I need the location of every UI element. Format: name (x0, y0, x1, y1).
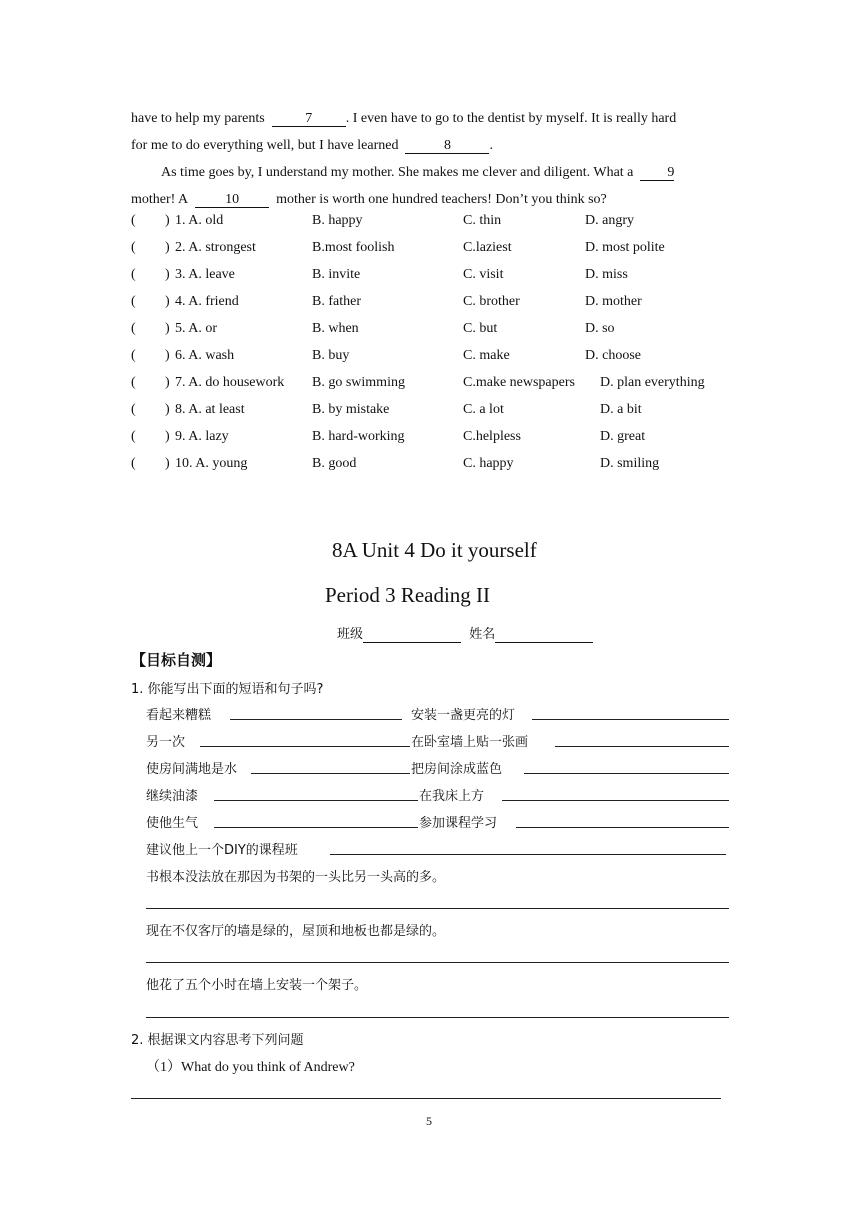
passage-line-1: have to help my parents 7 . I even have to go to the dentist by myself. It is really hard (131, 111, 677, 126)
phrase-8-line[interactable] (502, 800, 729, 801)
phrase-5: 使房间满地是水 (146, 762, 238, 777)
phrase-6: 把房间涂成蓝色 (411, 762, 503, 777)
option-bracket[interactable]: ( (131, 321, 136, 336)
option-d: D. so (585, 321, 615, 336)
class-name-row (337, 623, 593, 643)
phrase-6-line[interactable] (524, 773, 729, 774)
option-num: 5. A. or (175, 321, 217, 336)
passage-line-4: mother! A 10 mother is worth one hundred teachers! Don’t you think so? (131, 192, 607, 207)
option-close: ) (165, 402, 170, 417)
option-bracket[interactable]: ( (131, 267, 136, 282)
question-1: 1. 你能写出下面的短语和句子吗? (131, 682, 324, 697)
option-bracket[interactable]: ( (131, 402, 136, 417)
phrase-1-line[interactable] (230, 719, 402, 720)
option-close: ) (165, 456, 170, 471)
name-label: 姓名 (469, 627, 496, 642)
option-d: D. angry (585, 213, 634, 228)
option-c: C. but (463, 321, 498, 336)
phrase-4: 在卧室墙上贴一张画 (411, 735, 529, 750)
option-c: C. visit (463, 267, 504, 282)
blank-10[interactable]: 10 (195, 193, 269, 208)
option-b: B. invite (312, 267, 361, 282)
option-close: ) (165, 213, 170, 228)
option-c: C. make (463, 348, 510, 363)
option-b: B. father (312, 294, 361, 309)
phrase-7-line[interactable] (214, 800, 418, 801)
option-num: 8. A. at least (175, 402, 245, 417)
option-c: C.make newspapers (463, 375, 575, 390)
phrase-2: 安装一盏更亮的灯 (411, 708, 516, 723)
option-num: 2. A. strongest (175, 240, 256, 255)
phrase-1: 看起来糟糕 (146, 708, 212, 723)
unit-title: 8A Unit 4 Do it yourself (332, 538, 537, 562)
option-close: ) (165, 294, 170, 309)
option-b: B. good (312, 456, 357, 471)
option-bracket[interactable]: ( (131, 240, 136, 255)
period-title: Period 3 Reading II (325, 583, 491, 607)
option-c: C.laziest (463, 240, 512, 255)
phrase-2-line[interactable] (532, 719, 729, 720)
page-number: 5 (426, 1114, 432, 1128)
class-label: 班级 (337, 627, 364, 642)
option-c: C.helpless (463, 429, 521, 444)
class-field[interactable] (363, 628, 461, 643)
option-c: C. happy (463, 456, 514, 471)
option-num: 9. A. lazy (175, 429, 229, 444)
question-2-1: （1）What do you think of Andrew? (146, 1060, 355, 1075)
option-d: D. mother (585, 294, 642, 309)
blank-7[interactable]: 7 (272, 112, 346, 127)
option-d: D. choose (585, 348, 641, 363)
option-close: ) (165, 321, 170, 336)
passage-line-3: As time goes by, I understand my mother. She makes me clever and diligent. What a 9 (161, 165, 675, 180)
option-num: 1. A. old (175, 213, 224, 228)
phrase-5-line[interactable] (251, 773, 410, 774)
option-d: D. most polite (585, 240, 665, 255)
option-close: ) (165, 267, 170, 282)
phrase-10: 参加课程学习 (419, 816, 498, 831)
option-num: 4. A. friend (175, 294, 239, 309)
option-c: C. a lot (463, 402, 504, 417)
option-d: D. smiling (600, 456, 660, 471)
option-num: 10. A. young (175, 456, 248, 471)
blank-8[interactable]: 8 (405, 139, 489, 154)
option-num: 3. A. leave (175, 267, 235, 282)
option-num: 7. A. do housework (175, 375, 285, 390)
phrase-11-line[interactable] (330, 854, 726, 855)
option-bracket[interactable]: ( (131, 294, 136, 309)
question-2: 2. 根据课文内容思考下列问题 (131, 1033, 304, 1048)
option-bracket[interactable]: ( (131, 213, 136, 228)
sentence-2: 现在不仅客厅的墙是绿的，屋顶和地板也都是绿的。 (146, 924, 446, 939)
phrase-3-line[interactable] (200, 746, 410, 747)
option-c: C. thin (463, 213, 502, 228)
option-bracket[interactable]: ( (131, 429, 136, 444)
sentence-3: 他花了五个小时在墙上安装一个架子。 (146, 978, 368, 993)
phrase-9-line[interactable] (214, 827, 418, 828)
question-2-1-line[interactable] (131, 1098, 721, 1099)
option-bracket[interactable]: ( (131, 456, 136, 471)
blank-9[interactable]: 9 (640, 166, 674, 181)
option-num: 6. A. wash (175, 348, 235, 363)
phrase-7: 继续油漆 (146, 789, 199, 804)
option-b: B. happy (312, 213, 363, 228)
phrase-8: 在我床上方 (419, 789, 485, 804)
option-b: B. hard-working (312, 429, 405, 444)
option-b: B. by mistake (312, 402, 390, 417)
option-b: B. buy (312, 348, 350, 363)
option-close: ) (165, 375, 170, 390)
option-close: ) (165, 240, 170, 255)
sentence-2-line[interactable] (146, 962, 729, 963)
option-close: ) (165, 429, 170, 444)
option-bracket[interactable]: ( (131, 375, 136, 390)
option-c: C. brother (463, 294, 520, 309)
section-title: 【目标自测】 (131, 651, 222, 669)
phrase-3: 另一次 (146, 735, 186, 750)
name-field[interactable] (495, 628, 593, 643)
phrase-4-line[interactable] (555, 746, 729, 747)
sentence-1-line[interactable] (146, 908, 729, 909)
option-b: B. when (312, 321, 359, 336)
option-bracket[interactable]: ( (131, 348, 136, 363)
option-b: B. go swimming (312, 375, 405, 390)
sentence-1: 书根本没法放在那因为书架的一头比另一头高的多。 (146, 870, 446, 885)
option-d: D. a bit (600, 402, 642, 417)
phrase-10-line[interactable] (516, 827, 729, 828)
phrase-9: 使他生气 (146, 816, 199, 831)
option-d: D. miss (585, 267, 628, 282)
option-d: D. great (600, 429, 646, 444)
sentence-3-line[interactable] (146, 1017, 729, 1018)
passage-line-2: for me to do everything well, but I have learned 8 . (131, 138, 493, 153)
option-close: ) (165, 348, 170, 363)
phrase-11: 建议他上一个DIY的课程班 (146, 843, 298, 858)
option-b: B.most foolish (312, 240, 395, 255)
option-d: D. plan everything (600, 375, 705, 390)
